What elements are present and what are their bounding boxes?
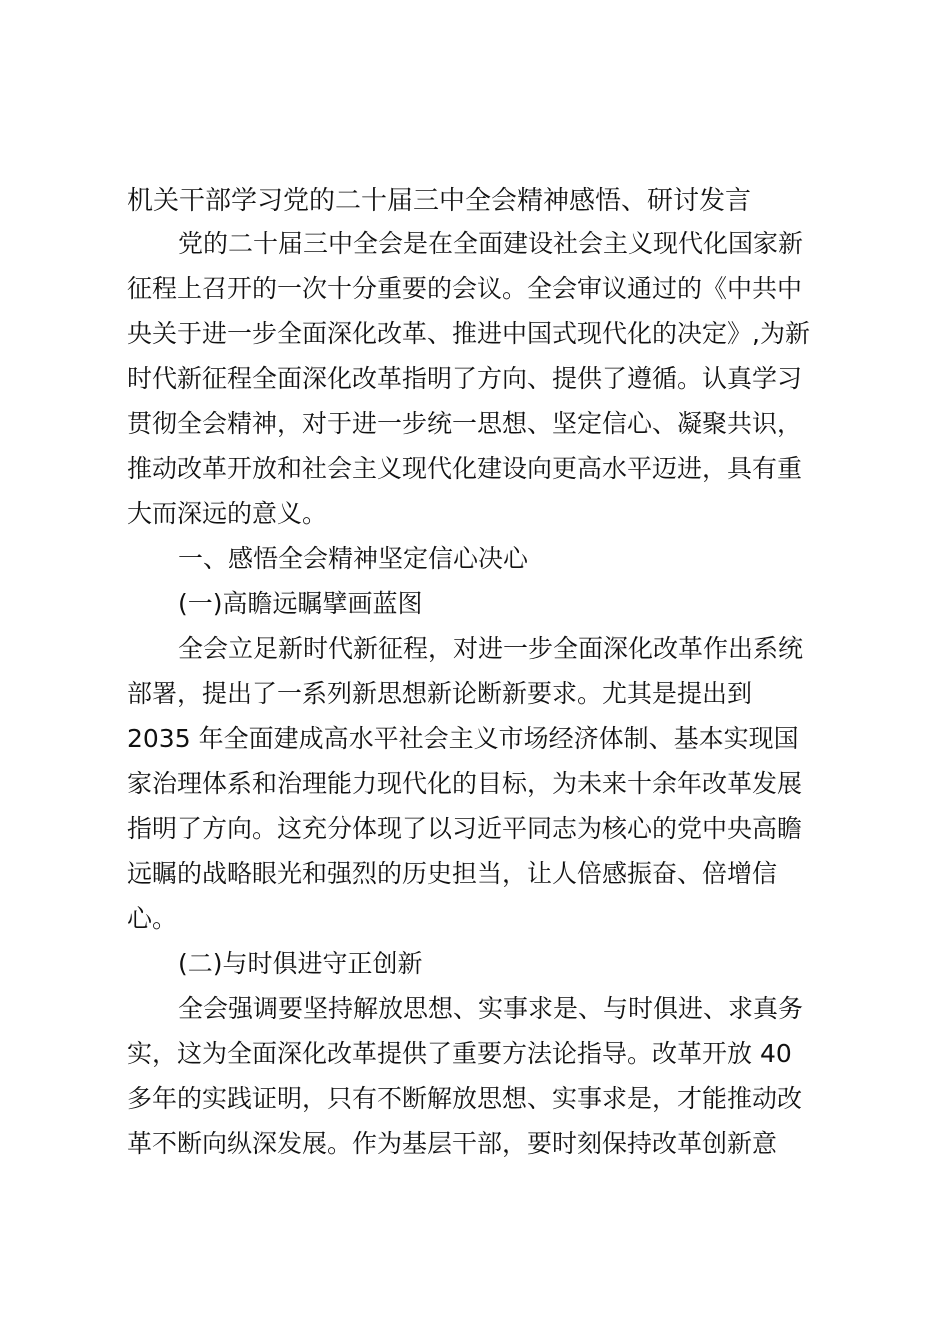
paragraph-line: 远瞩的战略眼光和强烈的历史担当，让人倍感振奋、倍增信 <box>127 859 778 888</box>
paragraph-line: 贯彻全会精神，对于进一步统一思想、坚定信心、凝聚共识， <box>127 409 803 438</box>
paragraph-line: 实，这为全面深化改革提供了重要方法论指导。改革开放 40 <box>127 1039 792 1068</box>
paragraph-line: 多年的实践证明，只有不断解放思想、实事求是，才能推动改 <box>127 1084 803 1113</box>
paragraph-line: 2035 年全面建成高水平社会主义市场经济体制、基本实现国 <box>127 724 799 753</box>
subsection-heading: (二)与时俱进守正创新 <box>178 949 423 978</box>
paragraph-line: 征程上召开的一次十分重要的会议。全会审议通过的《中共中 <box>127 274 803 303</box>
paragraph-line: 心。 <box>127 904 178 933</box>
paragraph-line: 家治理体系和治理能力现代化的目标，为未来十余年改革发展 <box>127 769 803 798</box>
paragraph-line: 央关于进一步全面深化改革、推进中国式现代化的决定》,为新 <box>127 319 810 348</box>
paragraph-line: 革不断向纵深发展。作为基层干部，要时刻保持改革创新意 <box>127 1129 778 1158</box>
document-title: 机关干部学习党的二十届三中全会精神感悟、研讨发言 <box>127 186 752 216</box>
paragraph-line: 全会强调要坚持解放思想、实事求是、与时俱进、求真务 <box>178 994 804 1023</box>
paragraph-line: 指明了方向。这充分体现了以习近平同志为核心的党中央高瞻 <box>127 814 803 843</box>
section-heading: 一、感悟全会精神坚定信心决心 <box>178 544 529 573</box>
paragraph-line: 党的二十届三中全会是在全面建设社会主义现代化国家新 <box>178 229 804 258</box>
paragraph-line: 大而深远的意义。 <box>127 499 328 528</box>
subsection-heading: (一)高瞻远瞩擘画蓝图 <box>178 589 423 618</box>
paragraph-line: 推动改革开放和社会主义现代化建设向更高水平迈进，具有重 <box>127 454 803 483</box>
paragraph-line: 时代新征程全面深化改革指明了方向、提供了遵循。认真学习 <box>127 364 803 393</box>
paragraph-line: 全会立足新时代新征程，对进一步全面深化改革作出系统 <box>178 634 804 663</box>
paragraph-line: 部署，提出了一系列新思想新论断新要求。尤其是提出到 <box>127 679 753 708</box>
